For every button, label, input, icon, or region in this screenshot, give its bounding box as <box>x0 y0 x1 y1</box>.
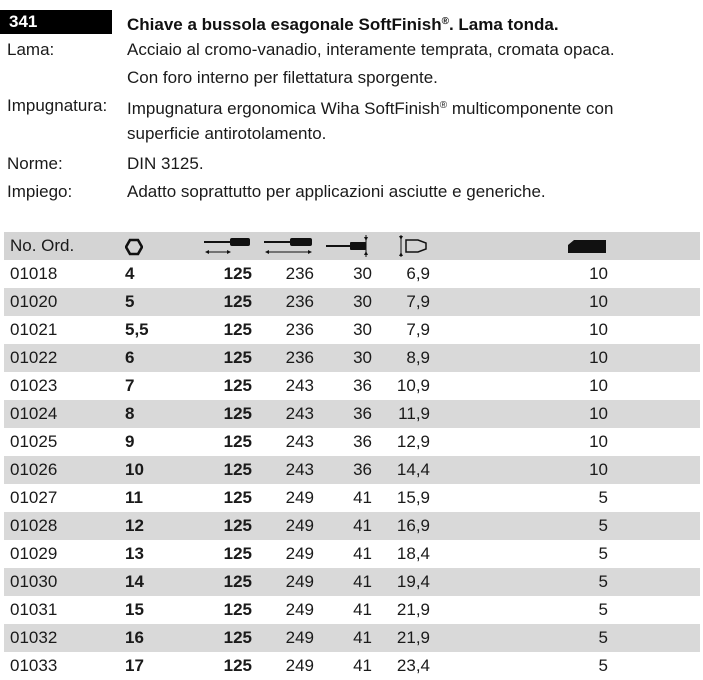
spec-label: Norme: <box>7 154 63 173</box>
blade-length-cell: 125 <box>195 624 252 652</box>
socket-depth-cell: 36 <box>353 376 372 395</box>
blade-length-cell: 125 <box>195 456 252 484</box>
spec-value: Con foro interno per filettatura sporgente. <box>127 68 438 87</box>
spec-label: Impugnatura: <box>7 96 108 115</box>
socket-diameter-cell: 19,4 <box>372 568 430 596</box>
size-cell: 8 <box>125 400 195 428</box>
blade-length-cell: 125 <box>195 344 252 372</box>
socket-diameter-cell: 7,9 <box>372 288 430 316</box>
table-row <box>4 372 700 400</box>
size-cell: 15 <box>125 600 144 619</box>
table-row <box>4 512 700 540</box>
order-number-cell: 01028 <box>4 512 125 540</box>
col-blade-length <box>195 232 252 260</box>
blade-length-cell: 125 <box>223 656 252 675</box>
spec-label: Lama: <box>7 40 55 59</box>
blade-length-cell: 125 <box>195 568 252 596</box>
pack-quantity-cell: 10 <box>430 400 700 428</box>
size-cell: 6 <box>125 344 195 372</box>
order-number-cell: 01023 <box>10 376 58 395</box>
size-cell: 7 <box>125 376 135 395</box>
size-cell: 10 <box>125 456 195 484</box>
size-cell: 13 <box>125 544 144 563</box>
size-cell: 5 <box>125 288 195 316</box>
pack-quantity-cell: 10 <box>589 432 608 451</box>
table-row <box>4 596 700 624</box>
table-row <box>4 316 700 344</box>
size-cell: 16 <box>125 624 195 652</box>
spec-value: superficie antirotolamento. <box>127 124 327 143</box>
table-header-row <box>4 232 700 260</box>
total-length-cell: 249 <box>285 488 314 507</box>
col-socket-diameter <box>372 232 430 260</box>
order-number-cell: 01022 <box>4 344 125 372</box>
socket-depth-cell: 30 <box>353 264 372 283</box>
order-number-cell: 01031 <box>10 600 58 619</box>
product-title <box>127 10 559 37</box>
total-length-cell: 249 <box>252 624 314 652</box>
table-row <box>4 428 700 456</box>
table-row <box>4 400 700 428</box>
spec-value: DIN 3125. <box>127 154 204 173</box>
total-length-icon <box>264 236 314 256</box>
total-length-cell: 249 <box>252 568 314 596</box>
col-socket-depth <box>314 232 372 260</box>
pack-quantity-cell: 5 <box>598 544 608 563</box>
total-length-cell: 236 <box>252 288 314 316</box>
total-length-cell: 243 <box>252 456 314 484</box>
total-length-cell: 243 <box>252 400 314 428</box>
socket-diameter-cell: 11,9 <box>372 400 430 428</box>
size-cell: 4 <box>125 264 135 283</box>
socket-diameter-cell: 21,9 <box>396 600 430 619</box>
total-length-cell: 236 <box>285 320 314 339</box>
blade-length-cell: 125 <box>195 288 252 316</box>
table-row <box>4 260 700 288</box>
pack-quantity-cell: 10 <box>430 288 700 316</box>
order-number-cell: 01029 <box>10 544 58 563</box>
order-number-cell: 01020 <box>4 288 125 316</box>
total-length-cell: 249 <box>285 656 314 675</box>
total-length-cell: 236 <box>252 344 314 372</box>
socket-depth-cell: 30 <box>314 344 372 372</box>
spec-value <box>127 92 613 123</box>
blade-length-cell: 125 <box>223 544 252 563</box>
col-size <box>125 232 195 260</box>
col-pack-quantity <box>430 232 700 260</box>
size-cell: 11 <box>125 488 143 507</box>
pack-quantity-cell: 10 <box>430 456 700 484</box>
blade-length-cell: 125 <box>223 488 252 507</box>
product-code-badge: 341 <box>0 10 112 34</box>
size-cell: 9 <box>125 432 135 451</box>
socket-diameter-cell: 6,9 <box>406 264 430 283</box>
socket-diameter-icon <box>396 235 430 257</box>
order-number-cell: 01030 <box>4 568 125 596</box>
blade-length-cell: 125 <box>223 432 252 451</box>
socket-depth-cell: 41 <box>353 600 372 619</box>
socket-depth-cell: 36 <box>314 456 372 484</box>
pack-quantity-cell: 10 <box>589 264 608 283</box>
total-length-cell: 249 <box>285 544 314 563</box>
table-row <box>4 344 700 372</box>
order-number-cell: 01021 <box>10 320 58 339</box>
pack-quantity-cell: 5 <box>430 568 700 596</box>
registered-mark: ® <box>441 16 449 27</box>
total-length-cell: 243 <box>285 432 314 451</box>
socket-depth-cell: 41 <box>314 568 372 596</box>
registered-mark: ® <box>439 100 448 111</box>
table-row <box>4 568 700 596</box>
table-row <box>4 288 700 316</box>
total-length-cell: 249 <box>285 600 314 619</box>
order-number-cell: 01018 <box>10 264 58 283</box>
socket-depth-cell: 41 <box>314 512 372 540</box>
blade-length-cell: 125 <box>223 264 252 283</box>
socket-depth-cell: 30 <box>314 288 372 316</box>
title-suffix: . Lama tonda. <box>448 15 559 34</box>
product-table <box>4 232 700 680</box>
socket-depth-icon <box>326 235 372 257</box>
spec-label: Impiego: <box>7 182 73 201</box>
socket-depth-cell: 41 <box>314 624 372 652</box>
spec-value: Acciaio al cromo-vanadio, interamente temprata, cromata opaca. <box>127 40 615 59</box>
socket-diameter-cell: 8,9 <box>372 344 430 372</box>
pack-quantity-cell: 10 <box>589 376 608 395</box>
pack-quantity-cell: 5 <box>430 512 700 540</box>
socket-diameter-cell: 15,9 <box>396 488 430 507</box>
pack-quantity-icon <box>568 239 608 255</box>
product-header <box>0 10 703 34</box>
order-number-cell: 01024 <box>4 400 125 428</box>
title-text: Chiave a bussola esagonale SoftFinish <box>127 15 442 34</box>
pack-quantity-cell: 5 <box>430 624 700 652</box>
order-number-cell: 01025 <box>10 432 58 451</box>
hex-size-icon <box>125 238 143 256</box>
table-row <box>4 484 700 512</box>
table-row <box>4 456 700 484</box>
pack-quantity-cell: 10 <box>589 320 608 339</box>
socket-depth-cell: 36 <box>353 432 372 451</box>
socket-depth-cell: 36 <box>314 400 372 428</box>
spec-value: Adatto soprattutto per applicazioni asciutte e generiche. <box>127 182 546 201</box>
size-cell: 5,5 <box>125 320 149 339</box>
total-length-cell: 236 <box>285 264 314 283</box>
socket-depth-cell: 41 <box>353 488 372 507</box>
pack-quantity-cell: 5 <box>598 656 608 675</box>
socket-diameter-cell: 12,9 <box>396 432 430 451</box>
socket-depth-cell: 30 <box>353 320 372 339</box>
size-cell: 17 <box>125 656 144 675</box>
spec-handle-a: Impugnatura ergonomica Wiha SoftFinish <box>127 99 440 118</box>
blade-length-cell: 125 <box>223 320 252 339</box>
table-row <box>4 540 700 568</box>
order-number-cell: 01032 <box>4 624 125 652</box>
blade-length-icon <box>204 236 252 256</box>
socket-diameter-cell: 18,4 <box>396 544 430 563</box>
table-row <box>4 624 700 652</box>
spec-handle-b: multicomponente con <box>447 99 614 118</box>
total-length-cell: 243 <box>285 376 314 395</box>
size-cell: 12 <box>125 512 195 540</box>
socket-diameter-cell: 10,9 <box>396 376 430 395</box>
socket-depth-cell: 41 <box>353 544 372 563</box>
col-total-length <box>252 232 314 260</box>
socket-diameter-cell: 16,9 <box>372 512 430 540</box>
size-cell: 14 <box>125 568 195 596</box>
pack-quantity-cell: 10 <box>430 344 700 372</box>
order-number-cell: 01027 <box>10 488 58 507</box>
order-number-cell: 01033 <box>10 656 58 675</box>
blade-length-cell: 125 <box>223 600 252 619</box>
socket-diameter-cell: 23,4 <box>396 656 430 675</box>
order-number-cell: 01026 <box>4 456 125 484</box>
socket-depth-cell: 41 <box>353 656 372 675</box>
blade-length-cell: 125 <box>195 400 252 428</box>
blade-length-cell: 125 <box>223 376 252 395</box>
col-order-number: No. Ord. <box>4 232 125 260</box>
table-row <box>4 652 700 680</box>
pack-quantity-cell: 5 <box>598 600 608 619</box>
total-length-cell: 249 <box>252 512 314 540</box>
blade-length-cell: 125 <box>195 512 252 540</box>
socket-diameter-cell: 14,4 <box>372 456 430 484</box>
socket-diameter-cell: 21,9 <box>372 624 430 652</box>
pack-quantity-cell: 5 <box>598 488 608 507</box>
socket-diameter-cell: 7,9 <box>406 320 430 339</box>
